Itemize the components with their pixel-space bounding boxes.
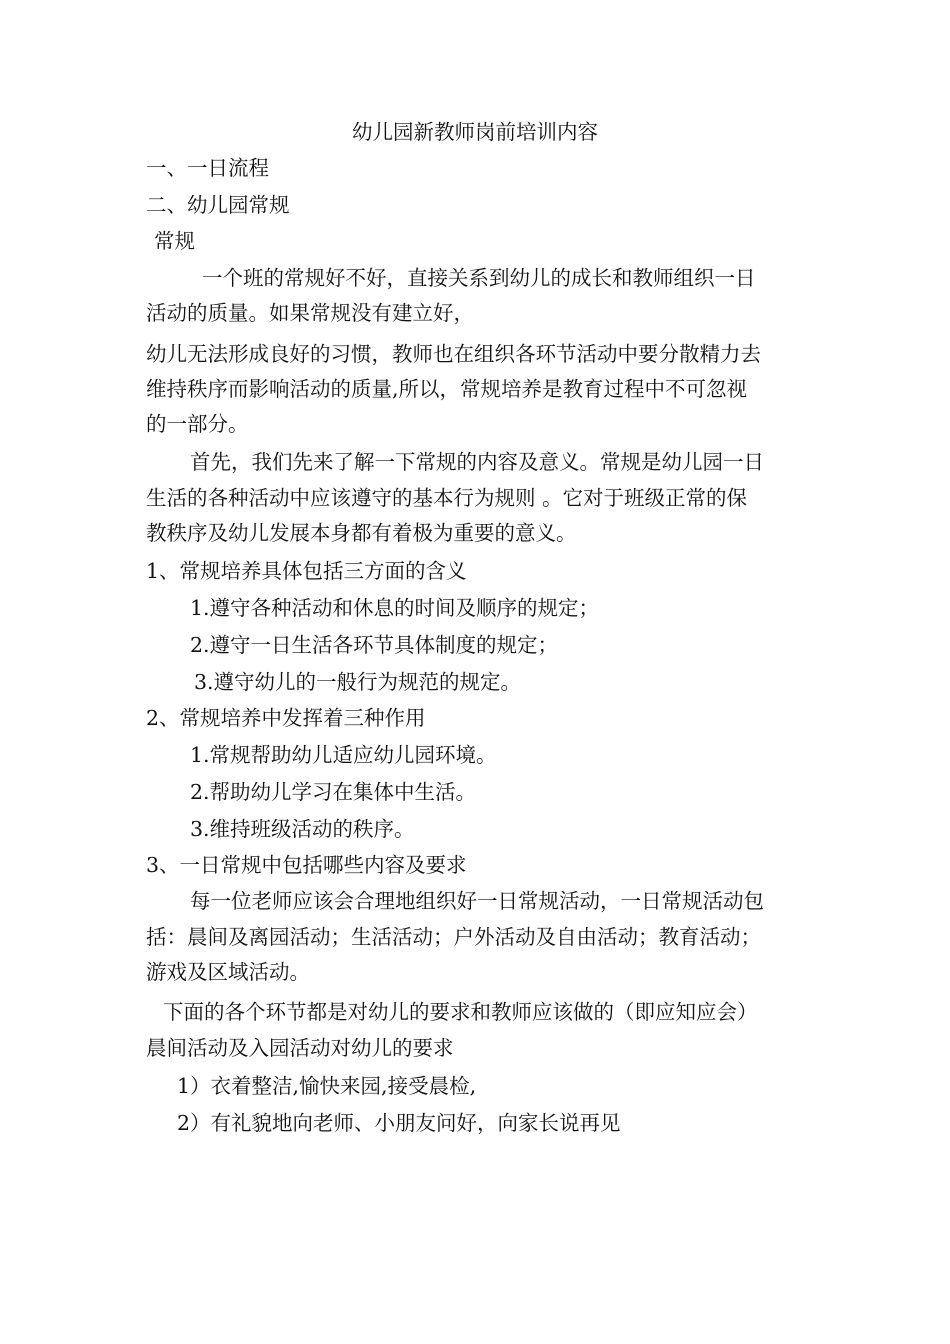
list-item: 1）衣着整洁,愉快来园,接受晨检, — [177, 1074, 477, 1098]
section-heading: 2、常规培养中发挥着三种作用 — [146, 706, 426, 730]
list-item: 3.遵守幼儿的一般行为规范的规定。 — [194, 670, 522, 694]
paragraph-line: 的一部分。 — [146, 412, 249, 436]
paragraph-line: 维持秩序而影响活动的质量,所以，常规培养是教育过程中不可忽视 — [146, 377, 748, 401]
paragraph-line: 游戏及区域活动。 — [146, 960, 310, 984]
paragraph-line: 活动的质量。如果常规没有建立好， — [146, 301, 474, 325]
subheading-routine: 常规 — [154, 229, 195, 253]
paragraph-line: 生活的各种活动中应该遵守的基本行为规则 。它对于班级正常的保 — [146, 486, 748, 510]
paragraph-line: 教秩序及幼儿发展本身都有着极为重要的意义。 — [146, 521, 577, 545]
list-item: 2）有礼貌地向老师、小朋友问好，向家长说再见 — [177, 1111, 621, 1135]
document-title: 幼儿园新教师岗前培训内容 — [352, 120, 598, 144]
section-heading: 3、一日常规中包括哪些内容及要求 — [146, 853, 467, 877]
note-line: 下面的各个环节都是对幼儿的要求和教师应该做的（即应知应会） — [163, 1000, 758, 1024]
list-item: 2.帮助幼儿学习在集体中生活。 — [190, 780, 477, 804]
list-item: 1.常规帮助幼儿适应幼儿园环境。 — [190, 743, 497, 767]
heading-kindergarten-routine: 二、幼儿园常规 — [146, 193, 290, 217]
section-heading: 1、常规培养具体包括三方面的含义 — [146, 559, 467, 583]
list-item: 2.遵守一日生活各环节具体制度的规定； — [190, 633, 559, 657]
list-item: 1.遵守各种活动和休息的时间及顺序的规定； — [190, 596, 600, 620]
paragraph-line: 括：晨间及离园活动；生活活动；户外活动及自由活动；教育活动； — [146, 925, 761, 949]
paragraph-line: 首先，我们先来了解一下常规的内容及意义。常规是幼儿园一日 — [190, 450, 764, 474]
list-item: 3.维持班级活动的秩序。 — [190, 817, 415, 841]
subsection-heading: 晨间活动及入园活动对幼儿的要求 — [146, 1036, 454, 1060]
heading-daily-schedule: 一、一日流程 — [146, 156, 269, 180]
paragraph-line: 幼儿无法形成良好的习惯，教师也在组织各环节活动中要分散精力去 — [146, 342, 761, 366]
paragraph-line: 每一位老师应该会合理地组织好一日常规活动，一日常规活动包 — [190, 889, 764, 913]
paragraph-line: 一个班的常规好不好，直接关系到幼儿的成长和教师组织一日 — [202, 266, 756, 290]
